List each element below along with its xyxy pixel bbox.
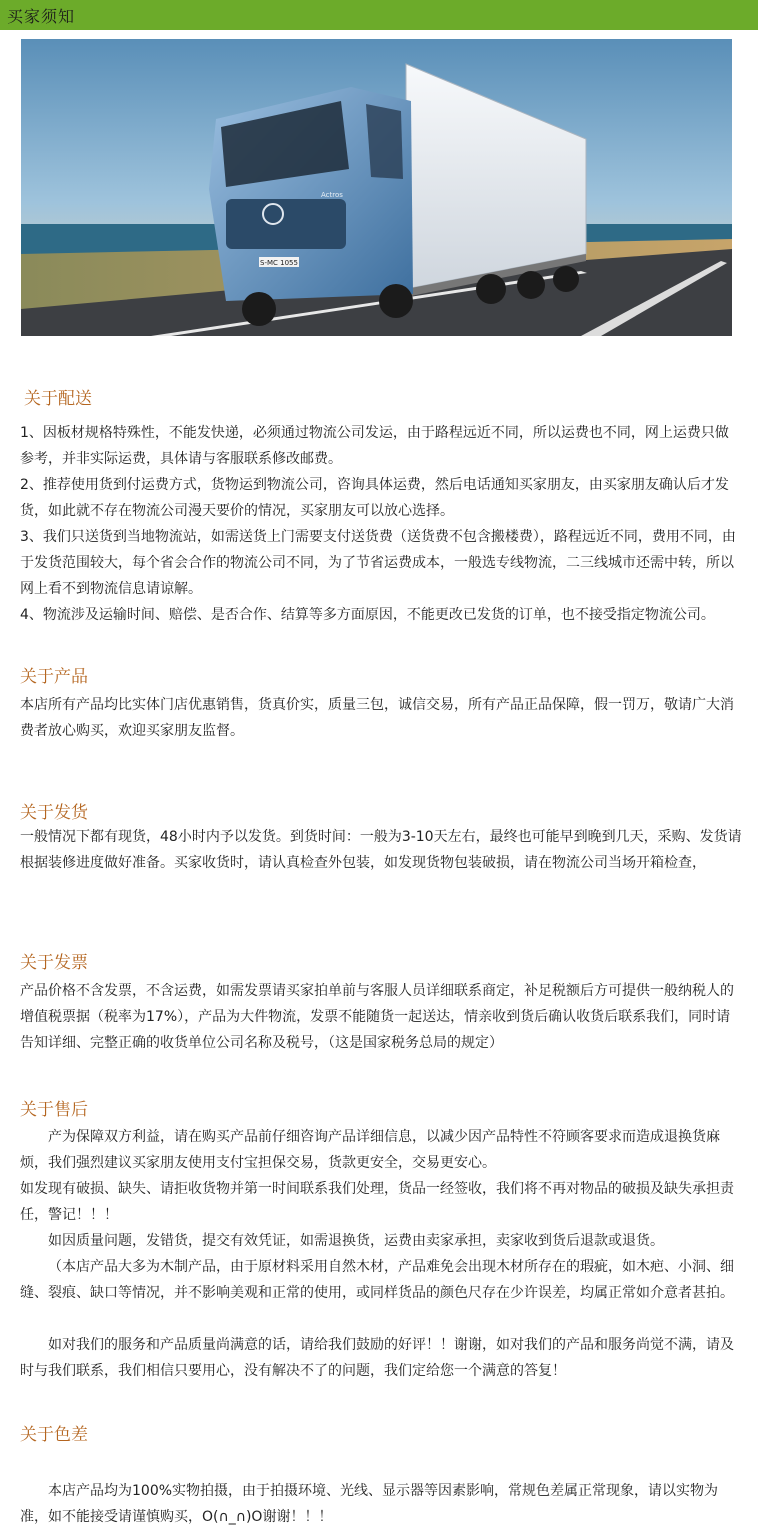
aftersales-paragraph-4: （本店产品大多为木制产品，由于原材料采用自然木材，产品难免会出现木材所存在的瑕疵，如木疤、小洞、细缝、裂痕、缺口等情况，并不影响美观和正常的使用，或同样货品的颜色尺存在少许误差，均属正常如介意者甚拍。 xyxy=(20,1259,734,1301)
aftersales-paragraph-5: 如对我们的服务和产品质量尚满意的话，请给我们鼓励的好评！！谢谢，如对我们的产品和服务尚觉不满，请及时与我们联系，我们相信只要用心，没有解决不了的问题，我们定给您一个满意的答复！ xyxy=(20,1337,734,1379)
model-badge: Actros xyxy=(321,191,343,199)
invoice-text: 产品价格不含发票，不含运费，如需发票请买家拍单前与客服人员详细联系商定，补足税额后方可提供一般纳税人的增值税票据（税率为17%），产品为大件物流，发票不能随货一起送达，情亲收到货后确认收货后联系我们，同时请告知详细、完整正确的收货单位公司名称及税号，（这是国家税务总局的规定） xyxy=(20,983,734,1051)
license-plate: S-MC 1055 xyxy=(260,259,298,267)
aftersales-paragraph-2: 如发现有破损、缺失、请拒收货物并第一时间联系我们处理，货品一经签收，我们将不再对物品的破损及缺失承担责任，警记！！！ xyxy=(20,1181,734,1223)
shipping-text: 一般情况下都有现货，48小时内予以发货。到货时间：一般为3-10天左右，最终也可能早到晚到几天，采购、发货请根据装修进度做好准备。买家收货时，请认真检查外包装，如发现货物包装破损，请在物流公司当场开箱检查， xyxy=(20,829,742,871)
aftersales-paragraph-1: 产为保障双方利益，请在购买产品前仔细咨询产品详细信息，以减少因产品特性不符顾客要求而造成退换货麻烦，我们强烈建议买家朋友使用支付宝担保交易，货款更安全，交易更安心。 xyxy=(20,1129,720,1171)
delivery-item-3: 3、我们只送货到当地物流站，如需送货上门需要支付送货费（送货费不包含搬楼费），路程远近不同，费用不同，由于发货范围较大，每个省会合作的物流公司不同，为了节省运费成本，一般选专线物流，二三线城市还需中转，所以网上看不到物流信息请谅解。 xyxy=(20,529,736,597)
color-text: 本店产品均为100%实物拍摄，由于拍摄环境、光线、显示器等因素影响，常规色差属正常现象，请以实物为准，如不能接受请谨慎购买，O(∩_∩)O谢谢！！！ xyxy=(20,1483,719,1525)
delivery-item-2: 2、推荐使用货到付运费方式，货物运到物流公司，咨询具体运费，然后电话通知买家朋友，由买家朋友确认后才发货，如此就不存在物流公司漫天要价的情况，买家朋友可以放心选择。 xyxy=(20,477,729,519)
header-bar xyxy=(0,0,758,30)
section-title-aftersales: 关于售后 xyxy=(20,1100,88,1120)
delivery-item-1: 1、因板材规格特殊性，不能发快递，必须通过物流公司发运，由于路程远近不同，所以运费也不同，网上运费只做参考，并非实际运费，具体请与客服联系修改邮费。 xyxy=(20,425,729,467)
product-text: 本店所有产品均比实体门店优惠销售，货真价实，质量三包，诚信交易，所有产品正品保障，假一罚万，敬请广大消费者放心购买，欢迎买家朋友监督。 xyxy=(20,697,734,739)
hero-image-truck xyxy=(21,39,732,336)
delivery-item-4: 4、物流涉及运输时间、赔偿、是否合作、结算等多方面原因，不能更改已发货的订单，也不接受指定物流公司。 xyxy=(20,607,715,623)
section-title-invoice: 关于发票 xyxy=(20,953,88,973)
section-title-product: 关于产品 xyxy=(20,667,88,687)
section-title-shipping: 关于发货 xyxy=(20,803,88,823)
aftersales-paragraph-3: 如因质量问题，发错货，提交有效凭证，如需退换货，运费由卖家承担，卖家收到货后退款或退货。 xyxy=(48,1233,664,1249)
page-title: 买家须知 xyxy=(7,7,76,26)
section-title-delivery: 关于配送 xyxy=(24,389,92,409)
section-title-color: 关于色差 xyxy=(20,1425,88,1445)
